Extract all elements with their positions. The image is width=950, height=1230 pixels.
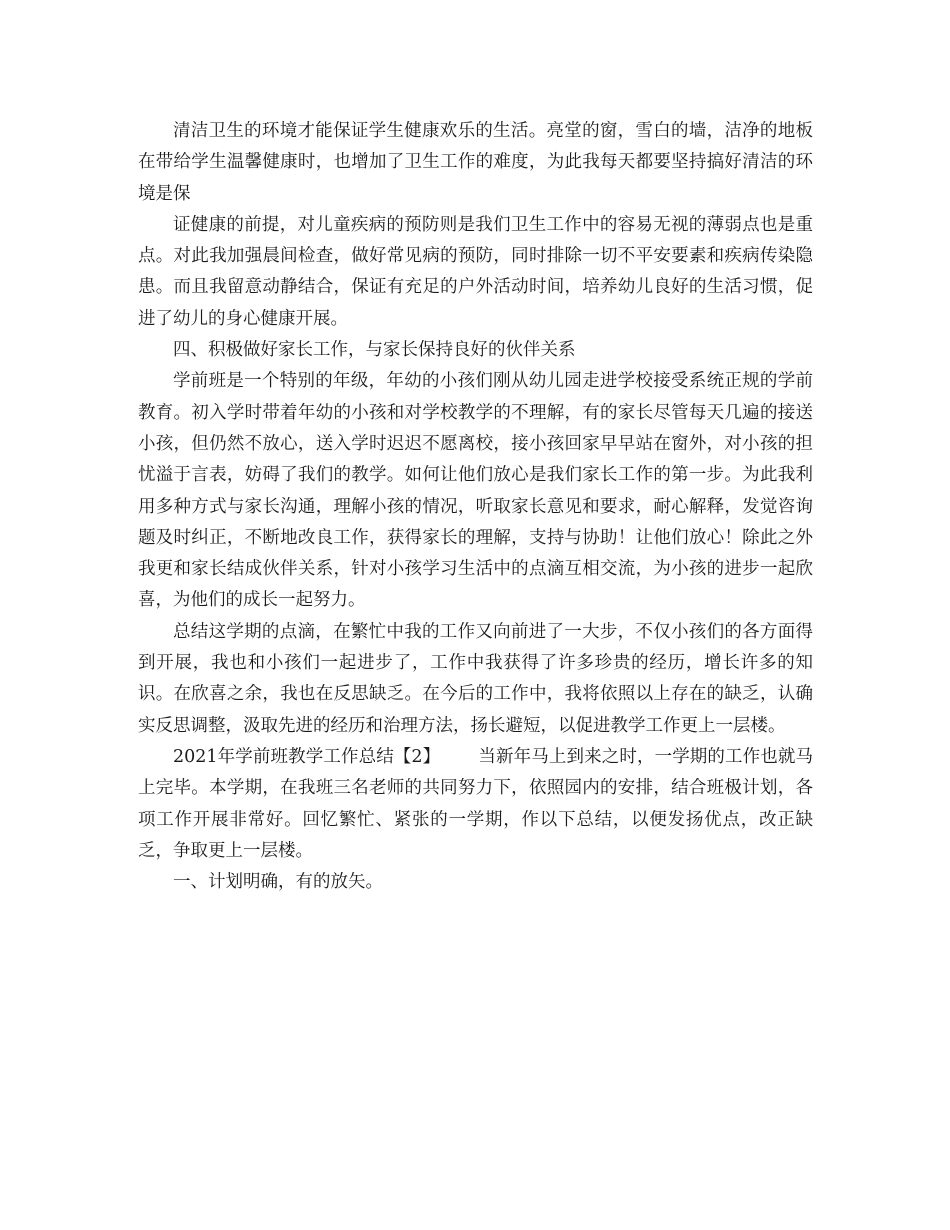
section-heading-plan: 一、计划明确，有的放矢。: [173, 872, 383, 893]
paragraph-hygiene: 清洁卫生的环境才能保证学生健康欢乐的生活。亮堂的窗，雪白的墙，洁净的地板在带给学生温馨健康时，也增加了卫生工作的难度，为此我每天都要坚持搞好清洁的环境是保: [138, 121, 813, 204]
document-page: [138, 116, 813, 898]
summary-title: 2021年学前班教学工作总结【2】: [173, 746, 441, 767]
paragraph-title-intro: [138, 742, 813, 867]
paragraph-health: 证健康的前提，对儿童疾病的预防则是我们卫生工作中的容易无视的薄弱点也是重点。对此我加强晨间检查，做好常见病的预防，同时排除一切不平安要素和疾病传染隐患。而且我留意动静结合，保证有充足的户外活动时间，培养幼儿良好的生活习惯，促进了幼儿的身心健康开展。: [138, 214, 813, 329]
section-heading-parents: 四、积极做好家长工作，与家长保持良好的伙伴关系: [173, 340, 576, 361]
intro-text: 当新年马上到来之时，一学期的工作也就马上完毕。本学期，在我班三名老师的共同努力下，依照园内的安排，结合班极计划，各项工作开展非常好。回忆繁忙、紧张的一学期，作以下总结，以便发扬优点，改正缺乏，争取更上一层楼。: [138, 746, 813, 861]
paragraph-parents: 学前班是一个特别的年级，年幼的小孩们刚从幼儿园走进学校接受系统正规的学前教育。初入学时带着年幼的小孩和对学校教学的不理解，有的家长尽管每天几遍的接送小孩，但仍然不放心，送入学时迟迟不愿离校，接小孩回家早早站在窗外，对小孩的担忧溢于言表，妨碍了我们的教学。如何让他们放心是我们家长工作的第一步。为此我利用多种方式与家长沟通，理解小孩的情况，听取家长意见和要求，耐心解释，发觉咨询题及时纠正，不断地改良工作，获得家长的理解，支持与协助！让他们放心！除此之外我更和家长结成伙伴关系，针对小孩学习生活中的点滴互相交流，为小孩的进步一起欣喜，为他们的成长一起努力。: [138, 371, 813, 611]
paragraph-summary: 总结这学期的点滴，在繁忙中我的工作又向前进了一大步，不仅小孩们的各方面得到开展，我也和小孩们一起进步了，工作中我获得了许多珍贵的经历，增长许多的知识。在欣喜之余，我也在反思缺乏。在今后的工作中，我将依照以上存在的缺乏，认确实反思调整，汲取先进的经历和治理方法，扬长避短，以促进教学工作更上一层楼。: [138, 621, 813, 736]
